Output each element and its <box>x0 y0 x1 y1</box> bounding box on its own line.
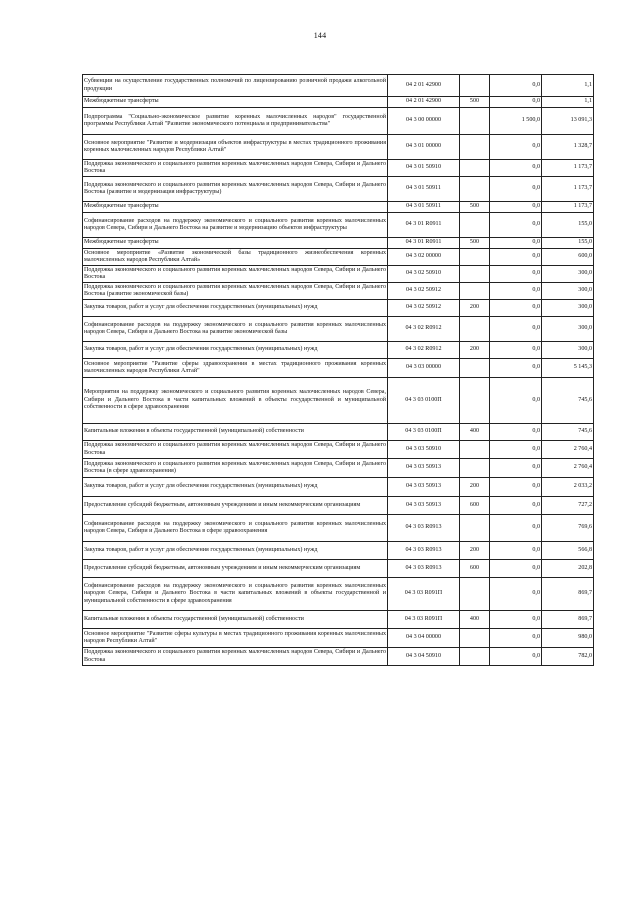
row-value-1: 1 500,0 <box>490 108 542 135</box>
row-code: 04 3 01 R0911 <box>388 238 460 249</box>
row-code: 04 3 03 50910 <box>388 441 460 459</box>
row-name: Межбюджетные трансферты <box>83 97 388 108</box>
row-vr: 200 <box>460 542 490 560</box>
row-vr <box>460 160 490 177</box>
row-code: 04 3 01 50911 <box>388 202 460 213</box>
row-value-1: 0,0 <box>490 283 542 300</box>
row-name: Основное мероприятие "Развитие сферы здравоохранения в местах традиционного проживания коренных малочисленных народов Республики Алтай" <box>83 359 388 378</box>
row-name: Софинансирование расходов на поддержку экономического и социального развития коренных малочисленных народов Севера, Сибири и Дальнего Востока в части капитальных вложений в объекты государственной и муниципальной собственности в сфере здравоохранения <box>83 578 388 611</box>
row-vr <box>460 578 490 611</box>
row-value-2: 155,0 <box>542 213 594 238</box>
row-name: Межбюджетные трансферты <box>83 202 388 213</box>
row-name: Софинансирование расходов на поддержку экономического и социального развития коренных малочисленных народов Севера, Сибири и Дальнего Востока на развитие и модернизацию объектов инфраструктуры <box>83 213 388 238</box>
table-row <box>83 560 594 578</box>
row-value-2: 600,0 <box>542 249 594 266</box>
row-value-2: 727,2 <box>542 497 594 515</box>
row-value-1: 0,0 <box>490 213 542 238</box>
table-row <box>83 542 594 560</box>
row-value-1: 0,0 <box>490 629 542 648</box>
row-name: Поддержка экономического и социального развития коренных малочисленных народов Севера, Сибири и Дальнего Востока (в сфере здравоохранения) <box>83 459 388 478</box>
row-value-2: 769,6 <box>542 515 594 542</box>
row-value-2: 5 145,3 <box>542 359 594 378</box>
budget-table-body <box>83 75 594 666</box>
row-vr <box>460 515 490 542</box>
row-vr <box>460 629 490 648</box>
row-name: Поддержка экономического и социального развития коренных малочисленных народов Севера, Сибири и Дальнего Востока <box>83 441 388 459</box>
table-row <box>83 478 594 497</box>
row-vr <box>460 459 490 478</box>
row-vr <box>460 359 490 378</box>
row-value-1: 0,0 <box>490 515 542 542</box>
table-row <box>83 578 594 611</box>
row-vr: 200 <box>460 342 490 359</box>
row-value-2: 300,0 <box>542 342 594 359</box>
row-vr: 200 <box>460 478 490 497</box>
table-row <box>83 213 594 238</box>
table-row <box>83 160 594 177</box>
row-vr: 500 <box>460 238 490 249</box>
row-value-2: 1,1 <box>542 97 594 108</box>
row-vr: 600 <box>460 497 490 515</box>
row-name: Мероприятия на поддержку экономического и социального развития коренных малочисленных народов Севера, Сибири и Дальнего Востока в части капитальных вложений в объекты государственной и муниципальной собственности в сфере здравоохранения <box>83 378 388 424</box>
row-name: Основное мероприятие "Развитие и модернизация объектов инфраструктуры в местах традиционного проживания коренных малочисленных народов Республики Алтай" <box>83 135 388 160</box>
row-code: 04 3 01 R0911 <box>388 213 460 238</box>
row-value-2: 869,7 <box>542 578 594 611</box>
row-value-1: 0,0 <box>490 497 542 515</box>
row-code: 04 3 01 50911 <box>388 177 460 202</box>
row-code: 04 3 00 00000 <box>388 108 460 135</box>
row-code: 04 2 01 42900 <box>388 75 460 97</box>
row-code: 04 3 03 50913 <box>388 459 460 478</box>
row-value-1: 0,0 <box>490 202 542 213</box>
row-vr <box>460 317 490 342</box>
row-value-2: 2 033,2 <box>542 478 594 497</box>
row-name: Закупка товаров, работ и услуг для обеспечения государственных (муниципальных) нужд <box>83 542 388 560</box>
row-value-1: 0,0 <box>490 359 542 378</box>
row-value-2: 782,0 <box>542 648 594 666</box>
row-code: 04 3 03 R091П <box>388 611 460 629</box>
table-row <box>83 497 594 515</box>
row-code: 04 3 03 R091П <box>388 578 460 611</box>
row-code: 04 3 03 00000 <box>388 359 460 378</box>
row-code: 04 3 03 50913 <box>388 478 460 497</box>
row-value-2: 745,6 <box>542 378 594 424</box>
row-code: 04 3 03 R0913 <box>388 560 460 578</box>
row-name: Межбюджетные трансферты <box>83 238 388 249</box>
row-code: 04 3 02 R0912 <box>388 317 460 342</box>
table-row <box>83 317 594 342</box>
row-name: Закупка товаров, работ и услуг для обеспечения государственных (муниципальных) нужд <box>83 342 388 359</box>
row-name: Закупка товаров, работ и услуг для обеспечения государственных (муниципальных) нужд <box>83 300 388 317</box>
row-code: 04 3 03 0100П <box>388 424 460 441</box>
row-value-2: 1 173,7 <box>542 160 594 177</box>
row-value-1: 0,0 <box>490 266 542 283</box>
table-row <box>83 283 594 300</box>
row-value-2: 13 091,3 <box>542 108 594 135</box>
row-vr <box>460 249 490 266</box>
row-value-1: 0,0 <box>490 478 542 497</box>
table-row <box>83 238 594 249</box>
row-vr <box>460 378 490 424</box>
row-value-2: 300,0 <box>542 317 594 342</box>
row-name: Закупка товаров, работ и услуг для обеспечения государственных (муниципальных) нужд <box>83 478 388 497</box>
row-vr: 200 <box>460 300 490 317</box>
row-name: Поддержка экономического и социального развития коренных малочисленных народов Севера, Сибири и Дальнего Востока <box>83 266 388 283</box>
row-value-2: 202,8 <box>542 560 594 578</box>
table-row <box>83 249 594 266</box>
row-name: Предоставление субсидий бюджетным, автономным учреждениям и иным некоммерческим организациям <box>83 560 388 578</box>
row-name: Субвенции на осуществление государственных полномочий по лицензированию розничной продажи алкогольной продукции <box>83 75 388 97</box>
row-value-1: 0,0 <box>490 378 542 424</box>
table-row <box>83 629 594 648</box>
table-row <box>83 515 594 542</box>
table-row <box>83 648 594 666</box>
table-row <box>83 108 594 135</box>
row-code: 04 3 01 00000 <box>388 135 460 160</box>
row-code: 04 3 02 R0912 <box>388 342 460 359</box>
table-row <box>83 97 594 108</box>
table-row <box>83 378 594 424</box>
row-name: Поддержка экономического и социального развития коренных малочисленных народов Севера, Сибири и Дальнего Востока (развитие экономической базы) <box>83 283 388 300</box>
row-value-2: 869,7 <box>542 611 594 629</box>
row-vr <box>460 648 490 666</box>
row-vr: 500 <box>460 97 490 108</box>
row-vr <box>460 266 490 283</box>
row-code: 04 3 04 50910 <box>388 648 460 666</box>
row-code: 04 3 02 50910 <box>388 266 460 283</box>
row-value-1: 0,0 <box>490 249 542 266</box>
table-row <box>83 266 594 283</box>
row-name: Софинансирование расходов на поддержку экономического и социального развития коренных малочисленных народов Севера, Сибири и Дальнего Востока на развитие экономической базы <box>83 317 388 342</box>
row-value-1: 0,0 <box>490 97 542 108</box>
table-row <box>83 459 594 478</box>
table-row <box>83 135 594 160</box>
row-code: 04 3 03 R0913 <box>388 515 460 542</box>
row-value-1: 0,0 <box>490 238 542 249</box>
row-value-2: 1,1 <box>542 75 594 97</box>
row-code: 04 2 01 42900 <box>388 97 460 108</box>
table-row <box>83 300 594 317</box>
row-value-1: 0,0 <box>490 160 542 177</box>
row-value-1: 0,0 <box>490 648 542 666</box>
row-value-1: 0,0 <box>490 441 542 459</box>
row-name: Капитальные вложения в объекты государственной (муниципальной) собственности <box>83 611 388 629</box>
row-value-1: 0,0 <box>490 75 542 97</box>
row-value-2: 300,0 <box>542 300 594 317</box>
row-value-1: 0,0 <box>490 342 542 359</box>
row-value-1: 0,0 <box>490 542 542 560</box>
table-row <box>83 75 594 97</box>
row-name: Основное мероприятие "Развитие сферы культуры в местах традиционного проживания коренных малочисленных народов Республики Алтай" <box>83 629 388 648</box>
row-value-1: 0,0 <box>490 300 542 317</box>
row-value-2: 2 760,4 <box>542 459 594 478</box>
row-value-2: 745,6 <box>542 424 594 441</box>
row-value-1: 0,0 <box>490 560 542 578</box>
row-value-2: 1 328,7 <box>542 135 594 160</box>
row-code: 04 3 02 00000 <box>388 249 460 266</box>
row-name: Софинансирование расходов на поддержку экономического и социального развития коренных малочисленных народов Севера, Сибири и Дальнего Востока в сфере здравоохранения <box>83 515 388 542</box>
row-vr: 400 <box>460 611 490 629</box>
row-vr <box>460 108 490 135</box>
row-code: 04 3 02 50912 <box>388 283 460 300</box>
table-row <box>83 359 594 378</box>
table-row <box>83 441 594 459</box>
row-name: Поддержка экономического и социального развития коренных малочисленных народов Севера, Сибири и Дальнего Востока <box>83 160 388 177</box>
row-value-1: 0,0 <box>490 135 542 160</box>
page-number: 144 <box>313 31 327 40</box>
row-code: 04 3 01 50910 <box>388 160 460 177</box>
row-name: Предоставление субсидий бюджетным, автономным учреждениям и иным некоммерческим организациям <box>83 497 388 515</box>
row-vr <box>460 213 490 238</box>
row-value-2: 1 173,7 <box>542 177 594 202</box>
row-code: 04 3 02 50912 <box>388 300 460 317</box>
row-code: 04 3 03 50913 <box>388 497 460 515</box>
row-value-1: 0,0 <box>490 611 542 629</box>
row-value-2: 566,8 <box>542 542 594 560</box>
row-value-1: 0,0 <box>490 578 542 611</box>
row-value-2: 300,0 <box>542 283 594 300</box>
table-row <box>83 202 594 213</box>
table-row <box>83 177 594 202</box>
row-vr <box>460 75 490 97</box>
row-vr <box>460 135 490 160</box>
row-vr <box>460 283 490 300</box>
row-code: 04 3 04 00000 <box>388 629 460 648</box>
row-name: Капитальные вложения в объекты государственной (муниципальной) собственности <box>83 424 388 441</box>
row-value-1: 0,0 <box>490 459 542 478</box>
row-name: Подпрограмма "Социально-экономическое развитие коренных малочисленных народов" государственной программы Республики Алтай "Развитие экономического потенциала и предпринимательства" <box>83 108 388 135</box>
table-row <box>83 424 594 441</box>
row-value-2: 155,0 <box>542 238 594 249</box>
row-vr: 400 <box>460 424 490 441</box>
row-vr <box>460 177 490 202</box>
row-vr <box>460 441 490 459</box>
row-name: Поддержка экономического и социального развития коренных малочисленных народов Севера, Сибири и Дальнего Востока <box>83 648 388 666</box>
row-value-2: 980,0 <box>542 629 594 648</box>
row-name: Поддержка экономического и социального развития коренных малочисленных народов Севера, Сибири и Дальнего Востока (развитие и модернизация инфраструктуры) <box>83 177 388 202</box>
table-row <box>83 611 594 629</box>
row-value-2: 300,0 <box>542 266 594 283</box>
row-value-1: 0,0 <box>490 317 542 342</box>
row-value-1: 0,0 <box>490 177 542 202</box>
row-code: 04 3 03 0100П <box>388 378 460 424</box>
row-code: 04 3 03 R0913 <box>388 542 460 560</box>
budget-table <box>82 74 594 666</box>
row-vr: 600 <box>460 560 490 578</box>
row-value-2: 1 173,7 <box>542 202 594 213</box>
row-value-1: 0,0 <box>490 424 542 441</box>
row-name: Основное мероприятие «Развитие экономической базы традиционного жизнеобеспечения коренных малочисленных народов Республики Алтай» <box>83 249 388 266</box>
table-row <box>83 342 594 359</box>
row-vr: 500 <box>460 202 490 213</box>
row-value-2: 2 760,4 <box>542 441 594 459</box>
